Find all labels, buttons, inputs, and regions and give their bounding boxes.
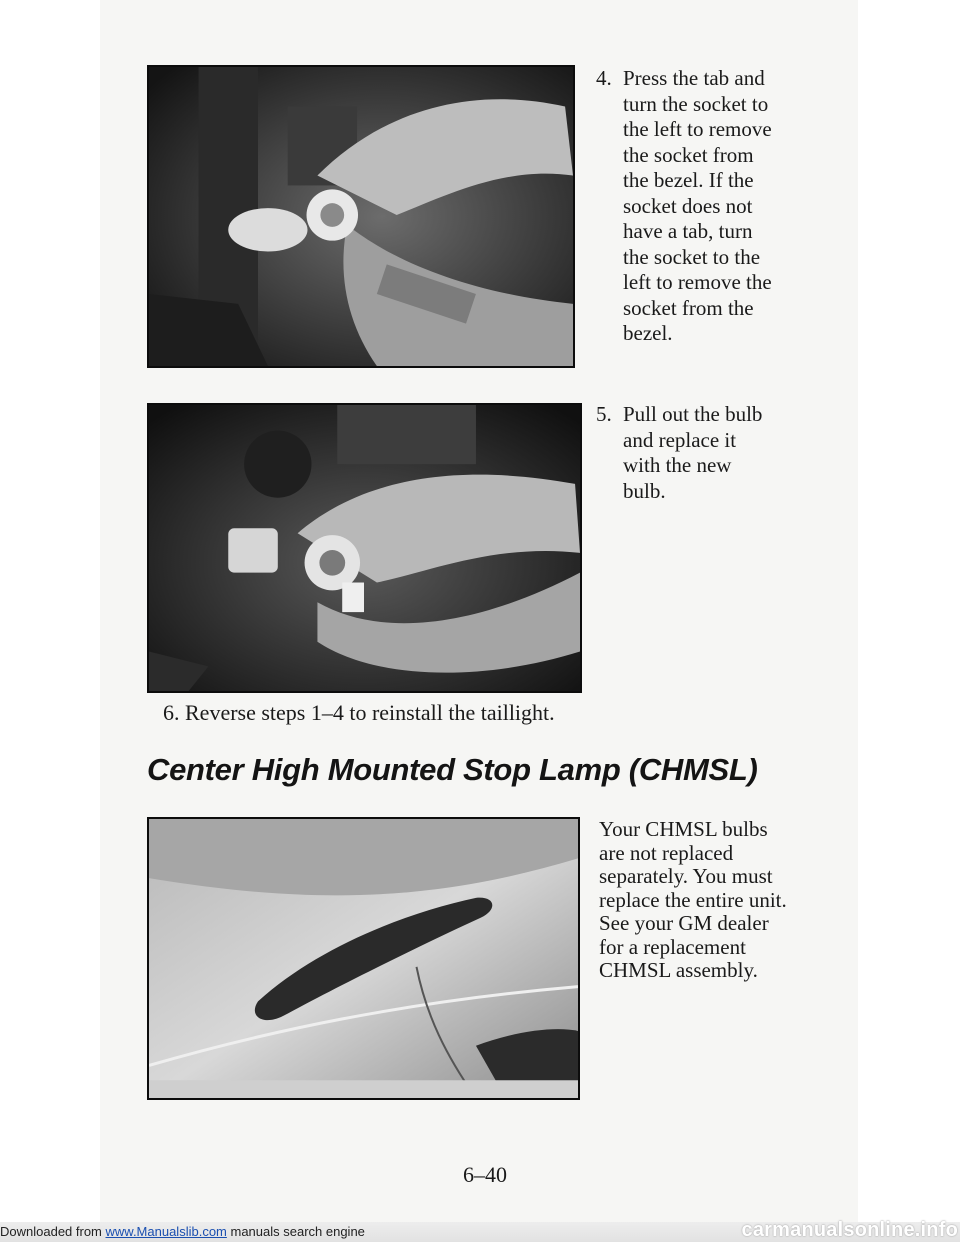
step-6-instruction: 6. Reverse steps 1–4 to reinstall the taillight. bbox=[163, 700, 555, 725]
step-5-line: and replace it bbox=[623, 427, 737, 452]
chmsl-line: See your GM dealer bbox=[599, 911, 769, 935]
step-5-instruction bbox=[596, 402, 823, 504]
step-4-line: the socket to the bbox=[623, 244, 761, 269]
step-4-line: the socket from bbox=[623, 142, 754, 167]
step-4-line: turn the socket to bbox=[623, 91, 769, 116]
step-4-line: Press the tab and bbox=[623, 66, 765, 90]
step-4-line: socket does not bbox=[623, 193, 753, 218]
manualslib-link[interactable]: www.Manualslib.com bbox=[105, 1224, 227, 1239]
page-number: 6–40 bbox=[463, 1162, 507, 1187]
step-4-line: socket from the bbox=[623, 295, 754, 320]
step-4-line: left to remove the bbox=[623, 270, 772, 294]
step-4-instruction bbox=[596, 66, 833, 347]
step-4-line: have a tab, turn bbox=[623, 219, 753, 243]
footer-prefix: Downloaded from bbox=[0, 1224, 106, 1239]
download-footer bbox=[0, 1224, 365, 1239]
chmsl-description bbox=[599, 818, 804, 983]
section-heading: Center High Mounted Stop Lamp (CHMSL) bbox=[147, 752, 758, 787]
chmsl-line: are not replaced bbox=[599, 840, 734, 865]
step-5-line: bulb. bbox=[623, 478, 666, 503]
photo-chmsl bbox=[147, 817, 580, 1100]
photo-remove-socket bbox=[147, 65, 575, 368]
chmsl-line: for a replacement bbox=[599, 934, 746, 959]
step-5-line: with the new bbox=[623, 453, 732, 477]
step-5-line: Pull out the bulb bbox=[623, 402, 763, 426]
step-4-line: the bezel. If the bbox=[623, 168, 754, 192]
step-4-number: 4. bbox=[596, 66, 612, 90]
chmsl-line: Your CHMSL bulbs bbox=[599, 817, 768, 841]
step-4-line: bezel. bbox=[623, 321, 673, 345]
photo-replace-bulb bbox=[147, 403, 582, 693]
chmsl-line: replace the entire unit. bbox=[599, 887, 787, 912]
watermark: carmanualsonline.info bbox=[741, 1219, 958, 1241]
chmsl-line: CHMSL assembly. bbox=[599, 958, 758, 982]
step-4-line: the left to remove bbox=[623, 117, 772, 141]
chmsl-line: separately. You must bbox=[599, 864, 773, 888]
step-5-number: 5. bbox=[596, 402, 612, 426]
footer-suffix: manuals search engine bbox=[226, 1224, 365, 1239]
